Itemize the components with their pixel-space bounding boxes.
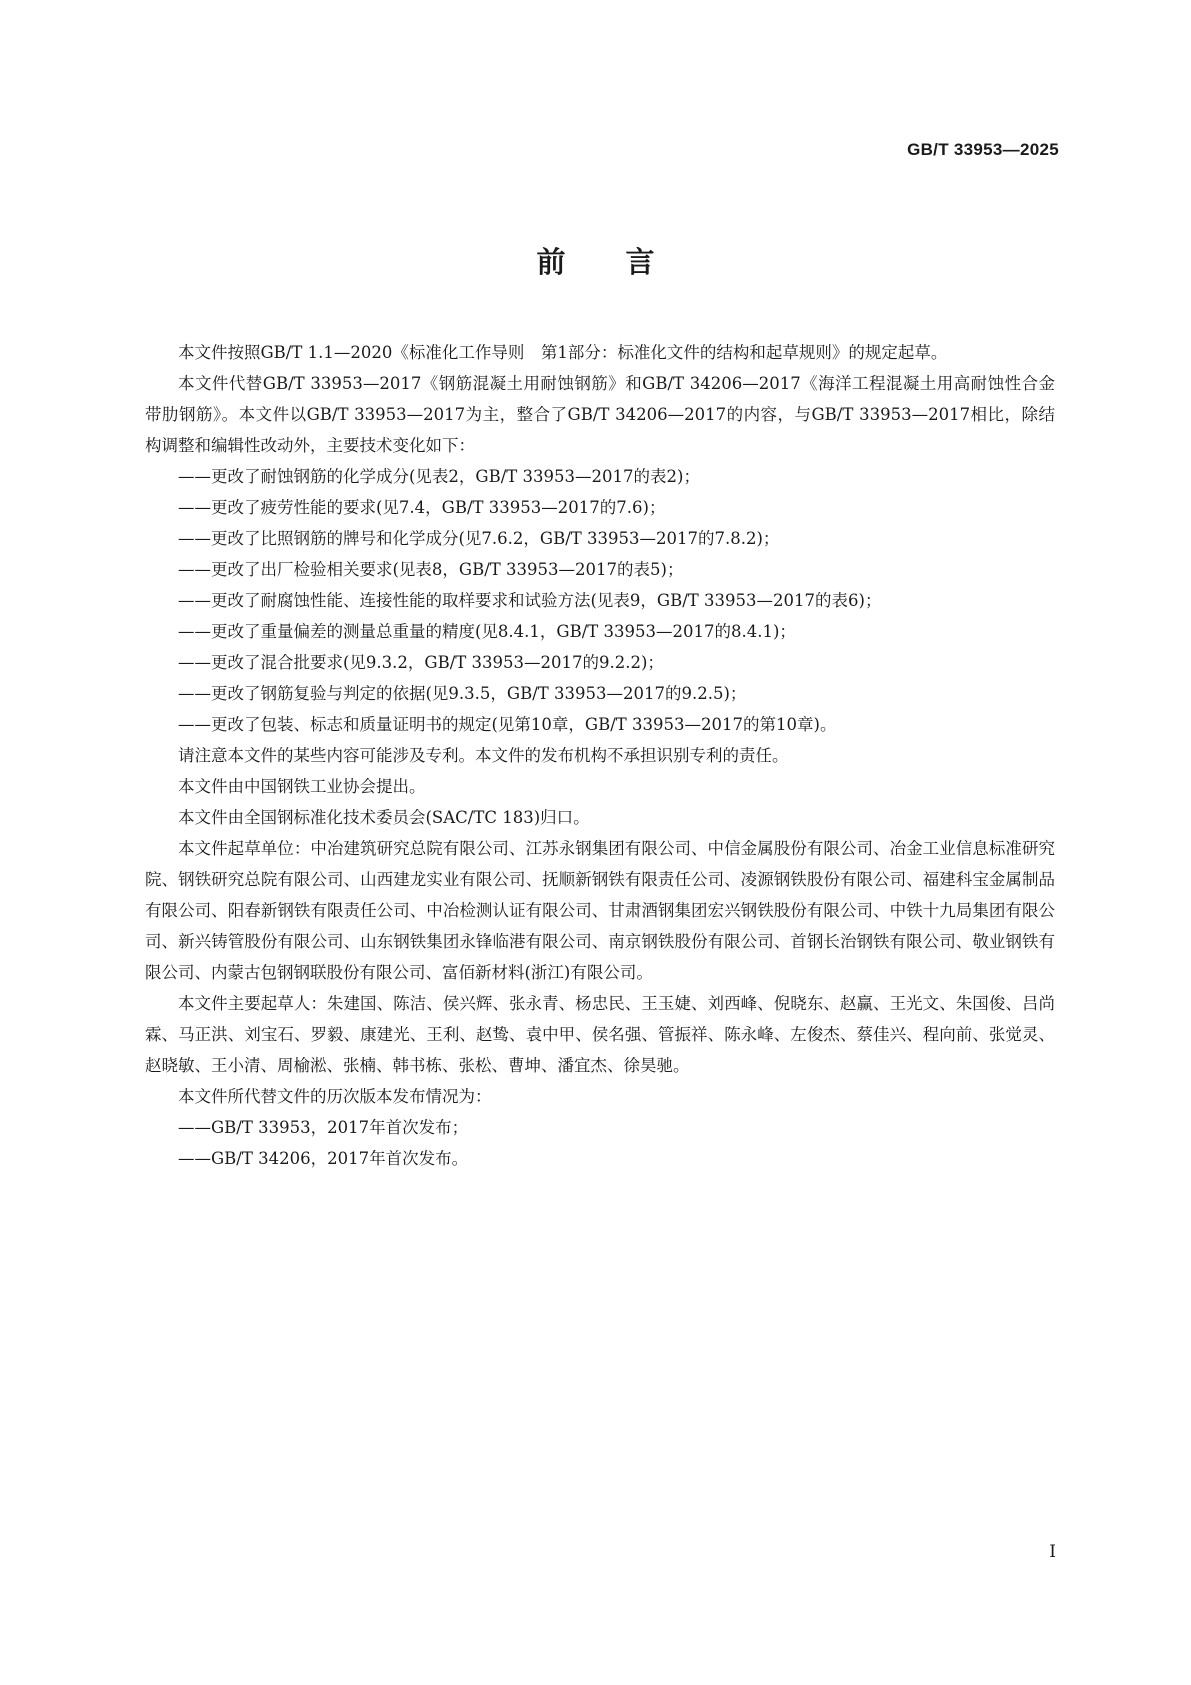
list-item: ——更改了钢筋复验与判定的依据(见9.3.5，GB/T 33953—2017的9.2.5)； (178, 684, 747, 703)
list-item: ——更改了出厂检验相关要求(见表8，GB/T 33953—2017的表5)； (178, 560, 684, 579)
list-item: ——更改了耐腐蚀性能、连接性能的取样要求和试验方法(见表9，GB/T 33953—2017的表6)； (178, 591, 882, 610)
page-number: I (1049, 1542, 1056, 1562)
list-item: ——更改了耐蚀钢筋的化学成分(见表2，GB/T 33953—2017的表2)； (178, 467, 700, 486)
paragraph-proposer: 本文件由中国钢铁工业协会提出。 (178, 777, 426, 796)
list-item: ——更改了重量偏差的测量总重量的精度(见8.4.1，GB/T 33953—2017的8.4.1)； (178, 622, 796, 641)
paragraph-drafting-units: 本文件起草单位：中冶建筑研究总院有限公司、江苏永钢集团有限公司、中信金属股份有限公司、冶金工业信息标准研究院、钢铁研究总院有限公司、山西建龙实业有限公司、抚顺新钢铁有限责任公司、凌源钢铁股份有限公司、福建科宝金属制品有限公司、阳春新钢铁有限责任公司、中冶检测认证有限公司、甘肃酒钢集团宏兴钢铁股份有限公司、中铁十九局集团有限公司、新兴铸管股份有限公司、山东钢铁集团永锋临港有限公司、南京钢铁股份有限公司、首钢长治钢铁有限公司、敬业钢铁有限公司、内蒙古包钢钢联股份有限公司、富佰新材料(浙江)有限公司。 (145, 839, 1055, 982)
doc-number: GB/T 33953—2025 (907, 140, 1059, 159)
paragraph-replacement: 本文件代替GB/T 33953—2017《钢筋混凝土用耐蚀钢筋》和GB/T 34206—2017《海洋工程混凝土用高耐蚀性合金带肋钢筋》。本文件以GB/T 33953—2017为主，整合了GB/T 34206—2017的内容，与GB/T 33953—2017相比，除结构调整和编辑性改动外，主要技术变化如下： (145, 374, 1055, 455)
paragraph-patent-notice: 请注意本文件的某些内容可能涉及专利。本文件的发布机构不承担识别专利的责任。 (178, 746, 789, 765)
list-item: ——更改了比照钢筋的牌号和化学成分(见7.6.2，GB/T 33953—2017的7.8.2)； (178, 529, 780, 548)
list-item: ——更改了混合批要求(见9.3.2，GB/T 33953—2017的9.2.2)； (178, 653, 664, 672)
paragraph-drafters: 本文件主要起草人：朱建国、陈洁、侯兴辉、张永青、杨忠民、王玉婕、刘西峰、倪晓东、赵赢、王光文、朱国俊、吕尚霖、马正洪、刘宝石、罗毅、康建光、王利、赵鸷、袁中甲、侯名强、管振祥、陈永峰、左俊杰、蔡佳兴、程向前、张觉灵、赵晓敏、王小清、周榆淞、张楠、韩书栋、张松、曹坤、潘宜杰、徐昊驰。 (145, 994, 1055, 1075)
document-body (145, 337, 1055, 1174)
history-list (145, 1112, 1055, 1174)
page-title: 前言 (536, 245, 715, 279)
list-item: ——更改了疲劳性能的要求(见7.4，GB/T 33953—2017的7.6)； (178, 498, 666, 517)
paragraph-history-intro: 本文件所代替文件的历次版本发布情况为： (178, 1087, 492, 1106)
list-item: ——GB/T 33953，2017年首次发布； (178, 1118, 469, 1137)
list-item: ——GB/T 34206，2017年首次发布。 (178, 1149, 469, 1168)
changes-list (145, 461, 1055, 740)
paragraph-drafting-rules: 本文件按照GB/T 1.1—2020《标准化工作导则 第1部分：标准化文件的结构和起草规则》的规定起草。 (178, 343, 948, 362)
list-item: ——更改了包装、标志和质量证明书的规定(见第10章，GB/T 33953—2017的第10章)。 (178, 715, 837, 734)
paragraph-committee: 本文件由全国钢标准化技术委员会(SAC/TC 183)归口。 (178, 808, 590, 827)
